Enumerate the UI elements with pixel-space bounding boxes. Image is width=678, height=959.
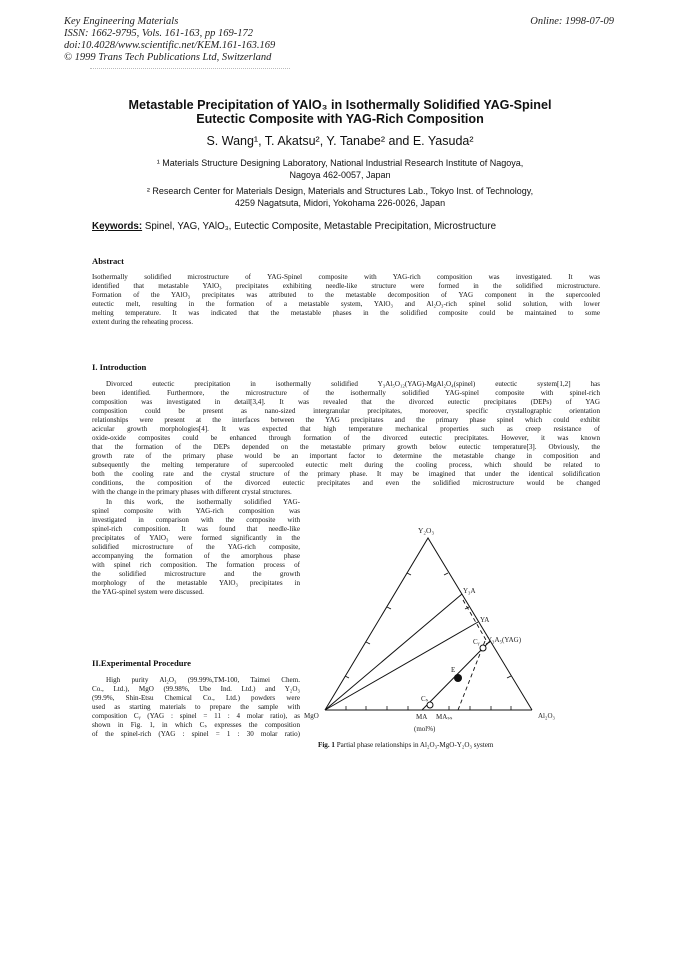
figure-caption: [318, 741, 493, 749]
label-mass: MAₛₛ: [436, 713, 453, 721]
intro-line: that the formation of the DEPs depended on the metastable primary growth below eutectic temperature[3]. Obviously, the: [92, 443, 600, 451]
intro-line: growth rate of the primary phase would be an important factor to determine the metastable change in composition and: [92, 452, 600, 460]
issn-line: ISSN: 1662-9795, Vols. 161-163, pp 169-172: [64, 28, 253, 39]
label-al2o3: Al₂O₃: [538, 712, 555, 720]
abstract-line: melting temperature. It was indicated that the metastable phases in the solidified composite could be maintained to some: [92, 309, 600, 317]
exp-line: shown in Fig. 1, in which Cₛ expresses the composition: [92, 721, 300, 729]
keywords: [92, 221, 496, 232]
abstract-line: eutectic melt, resulting in the formation of a metastable system, YAlO₃ and Al₂O₃-rich spinel solid solution, with lower: [92, 300, 600, 308]
intro-line: composition could be present as nano-sized intergranular precipitates, moreover, specific crystallographic orientation: [92, 407, 600, 415]
affiliation-2: [60, 186, 620, 209]
intro-line: been identified. Furthermore, the microstructure of the isothermally solidified YAG-spinel composite with spinel-rich: [92, 389, 600, 397]
journal-name: Key Engineering Materials: [64, 16, 179, 27]
exp-line: High purity Al₂O₃ (99.99%,TM-100, Taimei Chem.: [106, 676, 300, 684]
abstract-body: [92, 273, 600, 327]
abstract-line: Isothermally solidified microstructure of YAG-Spinel composite with YAG-rich composition was investigated. It was: [92, 273, 600, 281]
intro-line: acicular growth morphologies[4]. It was expected that high temperature mechanical properties such as creep resistance of: [92, 425, 600, 433]
label-cs: Cₛ: [421, 695, 429, 703]
abstract-heading: Abstract: [92, 256, 124, 266]
label-y2o3: Y₂O₃: [418, 526, 435, 535]
work-line: the YAG-spinel system were discussed.: [92, 588, 204, 596]
label-cy: Cᵧ: [473, 638, 480, 646]
label-ma: MA: [416, 713, 428, 721]
exp-line: used as starting materials to prepare the sample with: [92, 703, 300, 711]
work-line: solidified microstructure of the YAG-rich composite,: [92, 543, 300, 551]
author-list: S. Wang¹, T. Akatsu², Y. Tanabe² and E. Yasuda²: [206, 134, 474, 148]
faint-rule: [90, 68, 290, 70]
affiliation-1-line-1: ¹ Materials Structure Designing Laboratory, National Industrial Research Institute of Nagoya,: [156, 158, 524, 168]
work-line: spinel composite with YAG-rich composition was: [92, 507, 300, 515]
exp-line: composition Cᵧ (YAG : spinel = 11 : 4 molar ratio), as: [92, 712, 300, 720]
intro-body: [92, 380, 600, 497]
abstract-line: Formation of the YAlO₃ precipitates was attributed to the metastable decomposition of YAG component in the supercooled: [92, 291, 600, 299]
label-ya: YA: [480, 616, 490, 624]
point-e: [454, 674, 462, 682]
affiliation-2-line-1: ² Research Center for Materials Design, Materials and Structures Lab., Tokyo Inst. of Technology,: [146, 186, 534, 196]
keywords-text: Spinel, YAG, YAlO₃, Eutectic Composite, Metastable Precipitation, Microstructure: [144, 221, 497, 232]
doi-line[interactable]: doi:10.4028/www.scientific.net/KEM.161-163.169: [64, 40, 276, 51]
title-line-2: Eutectic Composite with YAG-Rich Composition: [196, 112, 484, 126]
intro-line: oxide-oxide composites could be enhanced through formation of the divorced eutectic precipitates. However, it was known: [92, 434, 600, 442]
work-line: morphology of the metastable YAlO₃ precipitates in: [92, 579, 300, 587]
intro-line: relationships were present at the interfaces between the YAG precipitates and the primary phase spinel which could exhibit: [92, 416, 600, 424]
side-ticks: [345, 573, 511, 678]
intro-heading: I. Introduction: [92, 362, 147, 372]
label-y3a: Y₃A: [463, 587, 476, 595]
title-line-1: Metastable Precipitation of YAlO₃ in Isothermally Solidified YAG-Spinel: [128, 98, 552, 112]
exp-line: (99.9%, Shin-Etsu Chemical Co., Ltd.) powders were: [92, 694, 300, 702]
work-line: precipitates of YAlO₃ were formed significantly in the: [92, 534, 300, 542]
mgo-y3a-join: [325, 594, 462, 710]
abstract-line: extent during the reheating process.: [92, 318, 194, 326]
copyright-line: © 1999 Trans Tech Publications Ltd, Switzerland: [64, 52, 272, 63]
paper-title: [60, 98, 620, 126]
caption-label: Fig. 1: [318, 741, 335, 749]
dashed-line: [458, 641, 485, 710]
intro-line: subsequently the melting temperature of supercooled eutectic melt during the cooling process, which should be related to: [92, 461, 600, 469]
exp-line: Co., Ltd.), MgO (99.98%, Ube Ind. Ltd.) and Y₂O₃: [92, 685, 300, 693]
online-date: Online: 1998-07-09: [530, 16, 614, 27]
affiliation-2-line-2: 4259 Nagatsuta, Midori, Yokohama 226-0026, Japan: [234, 197, 446, 208]
experimental-heading: II.Experimental Procedure: [92, 658, 191, 668]
affiliation-1: [60, 158, 620, 181]
work-line: investigated in comparison with the composite with: [92, 516, 300, 524]
exp-line: of the spinel-rich (YAG : spinel = 1 : 30 molar ratio): [92, 730, 300, 738]
phase-diagram-figure: [300, 520, 600, 745]
keywords-label: Keywords:: [92, 221, 143, 232]
work-paragraph: [92, 498, 300, 597]
intro-line: conditions, the composition of the divorced eutectic precipitates and even the solidified microstructure would be changed: [92, 479, 600, 487]
experimental-body: [92, 676, 300, 739]
intro-line: composition was investigated in detail[3,4]. It was revealed that the divorced eutectic precipitates (DEPs) of YAG: [92, 398, 600, 406]
work-line: In this work, the isothermally solidified YAG-: [106, 498, 300, 506]
caption-text: Partial phase relationships in Al₂O₃-MgO-Y₂O₃ system: [336, 741, 494, 749]
work-line: spinel-rich composition. It was found that needle-like: [92, 525, 300, 533]
intro-line: both the cooling rate and the crystal structure of the primary phase. It may be imagined that under the identical solidification: [92, 470, 600, 478]
label-mgo: MgO: [304, 712, 319, 720]
intro-line: Divorced eutectic precipitation in isothermally solidified Y₃Al₅O₁₂(YAG)-MgAl₂O₄(spinel) eutectic system[1,2] has: [106, 380, 600, 388]
label-mol: (mol%): [414, 725, 436, 733]
work-line: with spinel rich composition. The formation process of: [92, 561, 300, 569]
label-e: E: [451, 666, 456, 674]
work-line: accompanying the formation of the amorphous phase: [92, 552, 300, 560]
intro-line: with the change in the primary phases with different crystal structures.: [92, 488, 292, 496]
point-cy: [480, 645, 486, 651]
label-yag: Y₃A₅(YAG): [487, 636, 522, 644]
affiliation-1-line-2: Nagoya 462-0057, Japan: [289, 169, 391, 180]
abstract-line: identified that metastable YAlO₃ precipitates exhibiting needle-like structure were formed in the solidified microstructure.: [92, 282, 600, 290]
work-line: the solidified microstructure and the growth: [92, 570, 300, 578]
journal-header: [64, 16, 275, 64]
